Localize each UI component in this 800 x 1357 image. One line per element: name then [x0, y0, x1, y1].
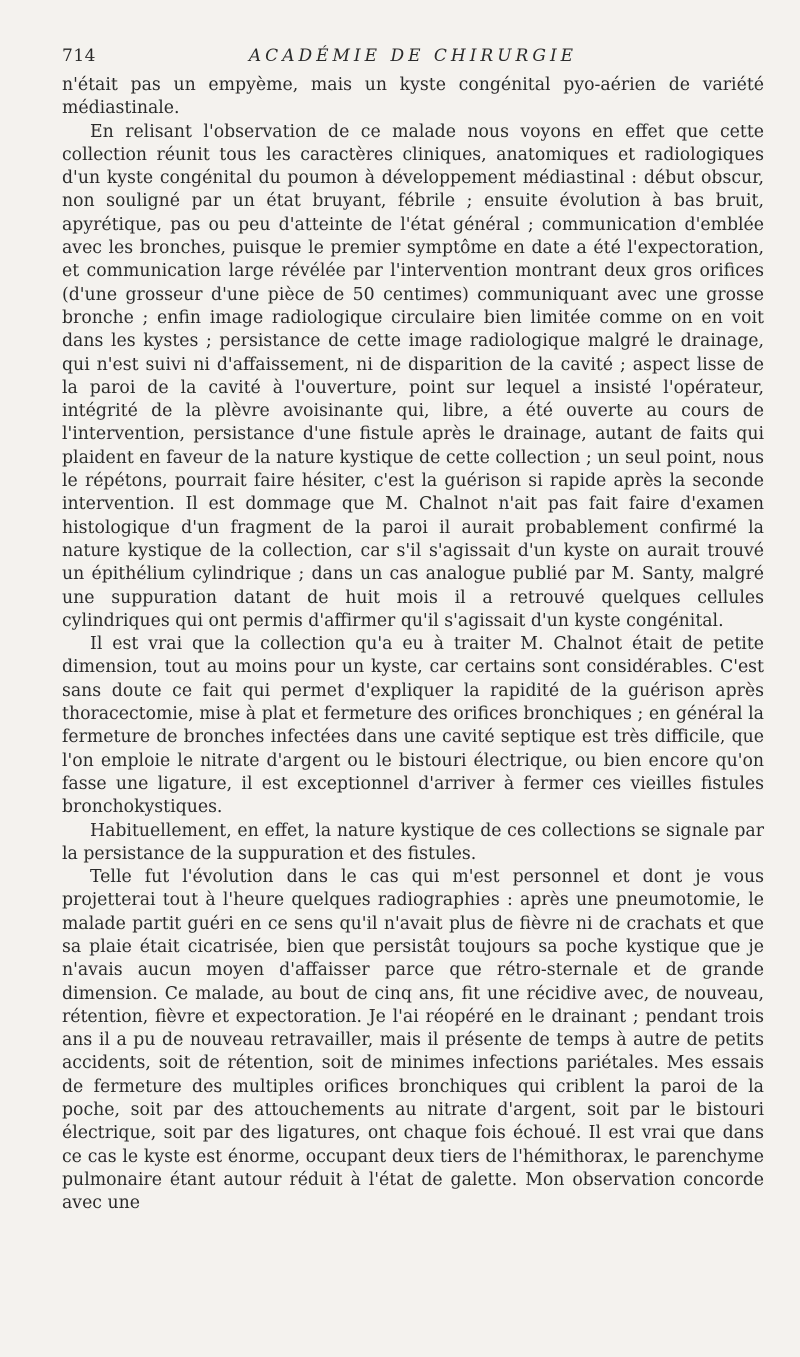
running-head	[62, 40, 764, 74]
paragraph-habitual-evolution: Habituellement, en effet, la nature kystique de ces collections se signale par la persistance de la suppuration et des fistules.	[62, 820, 764, 864]
page-number: 714	[62, 46, 96, 66]
journal-title: ACADÉMIE DE CHIRURGIE	[248, 46, 578, 66]
paragraph-personal-case: Telle fut l'évolution dans le cas qui m'est personnel et dont je vous projetterai tout à l'heure quelques radiographies : après une pneumotomie, le malade partit guéri en ce sens qu'il n'avait plus de fièvre ni de crachats et que sa plaie était cicatrisée, bien que persistât toujours sa poche kystique que je n'avais aucun moyen d'affaisser parce que rétro-sternale et de grande dimension. Ce malade, au bout de cinq ans, fit une récidive avec, de nouveau, rétention, fièvre et expectoration. Je l'ai réopéré en le drainant ; pendant trois ans il a pu de nouveau retravailler, mais il présente de temps à autre de petits accidents, soit de rétention, soit de minimes infections pariétales. Mes essais de fermeture des multiples orifices bronchiques qui criblent la paroi de la poche, soit par des attouchements au nitrate d'argent, soit par le bistouri électrique, soit par des ligatures, ont chaque fois échoué. Il est vrai que dans ce cas le kyste est énorme, occupant deux tiers de l'hémithorax, le parenchyme pulmonaire étant autour réduit à l'état de galette. Mon observation concorde avec une	[62, 867, 764, 1214]
paragraph-observation-analysis: En relisant l'observation de ce malade nous voyons en effet que cette collection réunit tous les caractères cliniques, anatomiques et radiologiques d'un kyste congénital du poumon à développement médiastinal : début obscur, non souligné par un état bruyant, fébrile ; ensuite évolution à bas bruit, apyrétique, pas ou peu d'atteinte de l'état général ; communication d'emblée avec les bronches, puisque le premier symptôme en date a été l'expectoration, et communication large révélée par l'intervention montrant deux gros orifices (d'une grosseur d'une pièce de 50 centimes) communiquant avec une grosse bronche ; enfin image radiologique circulaire bien limitée comme on en voit dans les kystes ; persistance de cette image radiologique malgré le drainage, qui n'est suivi ni d'affaissement, ni de disparition de la cavité ; aspect lisse de la paroi de la cavité à l'ouverture, point sur lequel a insisté l'opérateur, intégrité de la plèvre avoisinante qui, libre, a été ouverte au cours de l'intervention, persistance d'une fistule après le drainage, autant de faits qui plaident en faveur de la nature kystique de cette collection ; un seul point, nous le répétons, pourrait faire hésiter, c'est la guérison si rapide après la seconde intervention. Il est dommage que M. Chalnot n'ait pas fait faire d'examen histologique d'un fragment de la paroi il aurait probablement confirmé la nature kystique de la collection, car s'il s'agissait d'un kyste on aurait trouvé un épithélium cylindrique ; dans un cas analogue publié par M. Santy, malgré une suppuration datant de huit mois il a retrouvé quelques cellules cylindriques qui ont permis d'affirmer qu'il s'agissait d'un kyste congénital.	[62, 121, 764, 631]
paragraph-continuation: n'était pas un empyème, mais un kyste congénital pyo-aérien de variété médiastinale.	[62, 75, 764, 119]
paragraph-collection-dimension: Il est vrai que la collection qu'a eu à traiter M. Chalnot était de petite dimension, tout au moins pour un kyste, car certains sont considérables. C'est sans doute ce fait qui permet d'expliquer la rapidité de la guérison après thoracectomie, mise à plat et fermeture des orifices bronchiques ; en général la fermeture de bronches infectées dans une cavité septique est très difficile, que l'on emploie le nitrate d'argent ou le bistouri électrique, ou bien encore qu'on fasse une ligature, il est exceptionnel d'arriver à fermer ces vieilles fistules bronchokystiques.	[62, 634, 764, 818]
document-page	[62, 40, 764, 1216]
body-text	[62, 74, 764, 1216]
